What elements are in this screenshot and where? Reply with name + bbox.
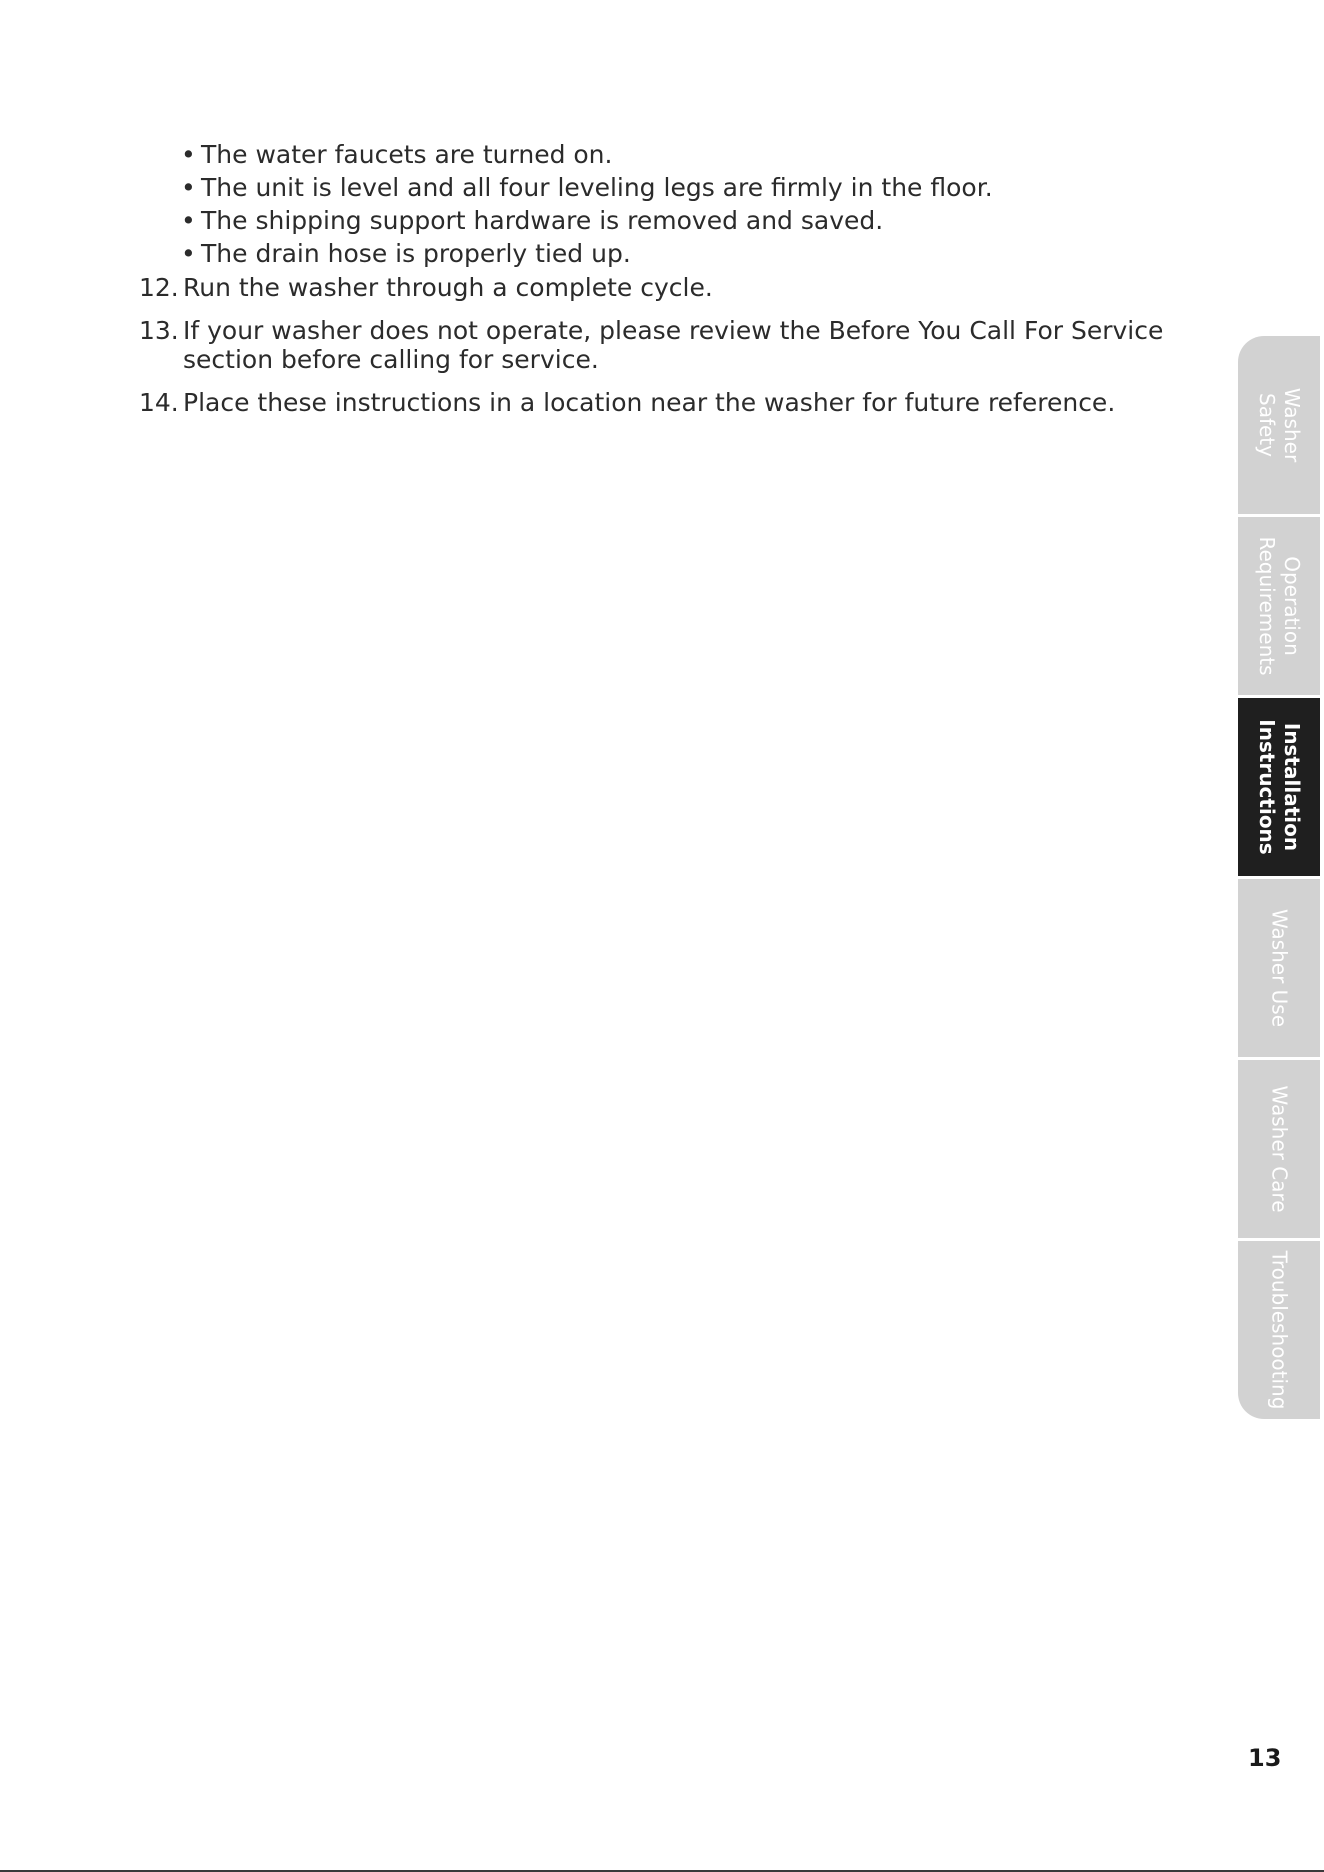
tab-label-line: Washer Use xyxy=(1267,908,1292,1028)
step-item xyxy=(139,388,1199,417)
tab-label xyxy=(1267,883,1292,1053)
page-number: 13 xyxy=(1248,1744,1282,1772)
step-item xyxy=(139,316,1199,374)
step-number: 12. xyxy=(139,273,179,302)
step-text: Place these instructions in a location near the washer for future reference. xyxy=(183,388,1116,417)
bullet-dot-icon: • xyxy=(181,206,196,235)
tab-operation-requirements[interactable] xyxy=(1238,517,1320,695)
tab-washer-use[interactable] xyxy=(1238,879,1320,1057)
bullet-text: The drain hose is properly tied up. xyxy=(201,239,631,268)
tab-troubleshooting[interactable] xyxy=(1238,1241,1320,1419)
tab-label xyxy=(1254,702,1304,872)
tab-label xyxy=(1267,1064,1292,1234)
tab-label xyxy=(1267,1245,1292,1415)
section-tabs xyxy=(1238,336,1320,1419)
step-number: 14. xyxy=(139,388,179,417)
bullet-dot-icon: • xyxy=(181,173,196,202)
step-text: Run the washer through a complete cycle. xyxy=(183,273,713,302)
tab-label-line: Washer xyxy=(1280,387,1304,463)
bullet-item xyxy=(181,237,1199,270)
bullet-text: The shipping support hardware is removed and saved. xyxy=(201,206,884,235)
bullet-dot-icon: • xyxy=(181,140,196,169)
bullet-text: The unit is level and all four leveling legs are firmly in the floor. xyxy=(201,173,993,202)
tab-label-line: Safety xyxy=(1255,393,1279,457)
tab-label xyxy=(1254,521,1304,691)
tab-label-line: Installation xyxy=(1280,722,1304,852)
bullet-text: The water faucets are turned on. xyxy=(201,140,613,169)
tab-label xyxy=(1254,340,1304,510)
bullet-dot-icon: • xyxy=(181,239,196,268)
tab-label-line: Operation xyxy=(1280,556,1304,656)
tab-washer-care[interactable] xyxy=(1238,1060,1320,1238)
tab-label-line: Washer Care xyxy=(1267,1085,1292,1213)
tab-label-line: Troubleshooting xyxy=(1267,1250,1292,1410)
tab-label-line: Instructions xyxy=(1255,719,1279,855)
tab-label-line: Requirements xyxy=(1255,536,1279,676)
checklist-bullets xyxy=(139,138,1199,270)
tab-washer-safety[interactable] xyxy=(1238,336,1320,514)
bullet-item xyxy=(181,204,1199,237)
bullet-item xyxy=(181,171,1199,204)
bullet-item xyxy=(181,138,1199,171)
step-text: If your washer does not operate, please review the Before You Call For Service section before calling for service. xyxy=(183,316,1164,374)
numbered-steps xyxy=(139,273,1199,417)
step-item xyxy=(139,273,1199,302)
step-number: 13. xyxy=(139,316,179,345)
tab-installation-instructions[interactable] xyxy=(1238,698,1320,876)
page-content xyxy=(139,138,1199,431)
